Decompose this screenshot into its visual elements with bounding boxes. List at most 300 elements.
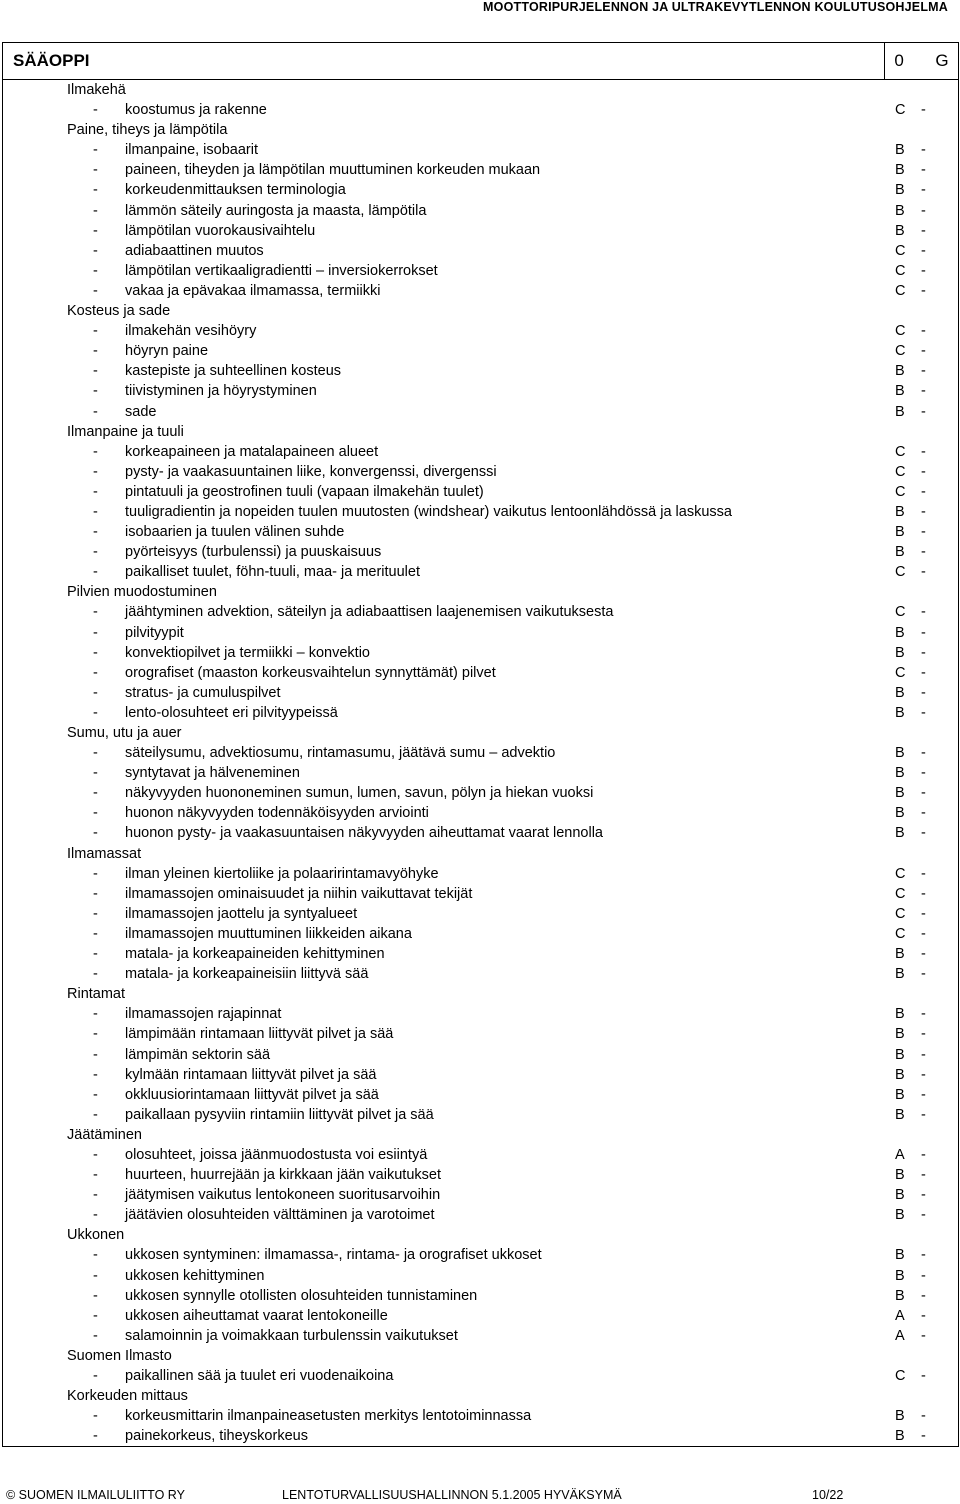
item-text: pilvityypit bbox=[125, 624, 184, 641]
level-0-value: B bbox=[895, 544, 905, 561]
syllabus-item bbox=[67, 241, 958, 261]
item-level bbox=[895, 823, 955, 843]
level-g-value: - bbox=[921, 905, 926, 922]
level-g-value: - bbox=[921, 1086, 926, 1103]
bullet-dash: - bbox=[93, 825, 98, 842]
bullet-dash: - bbox=[93, 684, 98, 701]
level-0-value: B bbox=[895, 222, 905, 239]
level-0-value: B bbox=[895, 1167, 905, 1184]
syllabus-item bbox=[67, 743, 958, 763]
item-level bbox=[895, 1306, 955, 1326]
syllabus-item bbox=[67, 924, 958, 944]
item-text: syntytavat ja hälveneminen bbox=[125, 765, 300, 782]
level-g-value: - bbox=[921, 202, 926, 219]
item-text: ukkosen kehittyminen bbox=[125, 1267, 265, 1284]
item-text: adiabaattinen muutos bbox=[125, 242, 264, 259]
level-g-value: - bbox=[921, 825, 926, 842]
bullet-dash: - bbox=[93, 262, 98, 279]
level-g-value: - bbox=[921, 383, 926, 400]
level-0-value: B bbox=[895, 805, 905, 822]
syllabus-item bbox=[67, 1004, 958, 1024]
section-title: Ilmanpaine ja tuuli bbox=[67, 423, 184, 440]
item-text: lento-olosuhteet eri pilvityypeissä bbox=[125, 704, 338, 721]
syllabus-item bbox=[67, 864, 958, 884]
level-0-value: B bbox=[895, 704, 905, 721]
section-title: Paine, tiheys ja lämpötila bbox=[67, 122, 228, 139]
item-text: jäähtyminen advektion, säteilyn ja adiabaattisen laajenemisen vaikutuksesta bbox=[125, 604, 614, 621]
item-text: ukkosen syntyminen: ilmamassa-, rintama- ja orografiset ukkoset bbox=[125, 1247, 542, 1264]
bullet-dash: - bbox=[93, 544, 98, 561]
level-g-value: - bbox=[921, 323, 926, 340]
level-0-value: A bbox=[895, 1307, 905, 1324]
level-0-value: C bbox=[895, 463, 906, 480]
level-0-value: C bbox=[895, 664, 906, 681]
level-0-value: C bbox=[895, 443, 906, 460]
section-title: Rintamat bbox=[67, 986, 126, 1003]
item-level bbox=[895, 1205, 955, 1225]
level-0-value: C bbox=[895, 262, 906, 279]
syllabus-item bbox=[67, 1085, 958, 1105]
syllabus-item bbox=[67, 442, 958, 462]
syllabus-item bbox=[67, 1426, 958, 1446]
section-title: Sumu, utu ja auer bbox=[67, 725, 182, 741]
item-text: tiivistyminen ja höyrystyminen bbox=[125, 383, 317, 400]
item-level bbox=[895, 562, 955, 582]
syllabus-item bbox=[67, 1306, 958, 1326]
level-g-value: - bbox=[921, 162, 926, 179]
level-g-value: - bbox=[921, 885, 926, 902]
item-level bbox=[895, 1085, 955, 1105]
program-header: MOOTTORIPURJELENNON JA ULTRAKEVYTLENNON KOULUTUSOHJELMA bbox=[483, 0, 948, 14]
level-0-value: B bbox=[895, 162, 905, 179]
item-level bbox=[895, 1185, 955, 1205]
syllabus-item bbox=[67, 602, 958, 622]
level-0-value: C bbox=[895, 102, 906, 119]
item-level bbox=[895, 140, 955, 160]
syllabus-item bbox=[67, 221, 958, 241]
item-text: paineen, tiheyden ja lämpötilan muuttuminen korkeuden mukaan bbox=[125, 162, 541, 179]
syllabus-rows bbox=[67, 80, 958, 1446]
syllabus-item bbox=[67, 1145, 958, 1165]
item-text: vakaa ja epävakaa ilmamassa, termiikki bbox=[125, 282, 381, 299]
item-text: paikallaan pysyviin rintamiin liittyvät pilvet ja sää bbox=[125, 1106, 434, 1123]
level-g-value: - bbox=[921, 483, 926, 500]
level-g-value: - bbox=[921, 1408, 926, 1425]
level-0-value: B bbox=[895, 182, 905, 199]
level-g-value: - bbox=[921, 142, 926, 159]
item-text: okkluusiorintamaan liittyvät pilvet ja sää bbox=[125, 1086, 379, 1103]
level-0-value: B bbox=[895, 1026, 905, 1043]
bullet-dash: - bbox=[93, 885, 98, 902]
item-level bbox=[895, 261, 955, 281]
level-0-value: B bbox=[895, 1066, 905, 1083]
level-g-value: - bbox=[921, 1046, 926, 1063]
footer-copyright: © SUOMEN ILMAILULIITTO RY bbox=[6, 1488, 185, 1502]
level-0-value: C bbox=[895, 925, 906, 942]
level-0-value: C bbox=[895, 323, 906, 340]
item-level bbox=[895, 281, 955, 301]
level-g-value: - bbox=[921, 242, 926, 259]
syllabus-item bbox=[67, 542, 958, 562]
level-0-value: C bbox=[895, 282, 906, 299]
section-heading bbox=[67, 582, 958, 602]
syllabus-item bbox=[67, 1245, 958, 1265]
bullet-dash: - bbox=[93, 805, 98, 822]
item-text: höyryn paine bbox=[125, 343, 209, 360]
bullet-dash: - bbox=[93, 1046, 98, 1063]
syllabus-item bbox=[67, 683, 958, 703]
item-text: lämpimän sektorin sää bbox=[125, 1046, 271, 1063]
bullet-dash: - bbox=[93, 1408, 98, 1425]
section-title: Kosteus ja sade bbox=[67, 303, 171, 320]
level-g-value: - bbox=[921, 524, 926, 541]
level-0-value: B bbox=[895, 946, 905, 963]
bullet-dash: - bbox=[93, 282, 98, 299]
section-title: Ukkonen bbox=[67, 1227, 125, 1244]
bullet-dash: - bbox=[93, 624, 98, 641]
item-text: ilmanpaine, isobaarit bbox=[125, 142, 258, 159]
level-0-value: A bbox=[895, 1327, 905, 1344]
bullet-dash: - bbox=[93, 363, 98, 380]
bullet-dash: - bbox=[93, 383, 98, 400]
level-0-value: C bbox=[895, 885, 906, 902]
item-text: ukkosen aiheuttamat vaarat lentokoneille bbox=[125, 1307, 388, 1324]
level-0-value: C bbox=[895, 564, 906, 581]
bullet-dash: - bbox=[93, 162, 98, 179]
item-level bbox=[895, 321, 955, 341]
level-g-value: - bbox=[921, 865, 926, 882]
level-0-value: B bbox=[895, 1207, 905, 1224]
item-level bbox=[895, 683, 955, 703]
syllabus-item bbox=[67, 1024, 958, 1044]
bullet-dash: - bbox=[93, 503, 98, 520]
level-0-value: B bbox=[895, 142, 905, 159]
syllabus-item bbox=[67, 462, 958, 482]
item-level bbox=[895, 1165, 955, 1185]
syllabus-item bbox=[67, 402, 958, 422]
bullet-dash: - bbox=[93, 1106, 98, 1123]
item-level bbox=[895, 201, 955, 221]
page-footer bbox=[2, 1486, 958, 1504]
syllabus-item bbox=[67, 321, 958, 341]
bullet-dash: - bbox=[93, 664, 98, 681]
level-g-value: - bbox=[921, 282, 926, 299]
item-text: matala- ja korkeapaineiden kehittyminen bbox=[125, 946, 385, 963]
syllabus-item bbox=[67, 502, 958, 522]
syllabus-item bbox=[67, 1065, 958, 1085]
level-g-value: - bbox=[921, 564, 926, 581]
item-text: lämpötilan vertikaaligradientti – inversiokerrokset bbox=[125, 262, 438, 279]
syllabus-item bbox=[67, 562, 958, 582]
item-text: salamoinnin ja voimakkaan turbulenssin vaikutukset bbox=[125, 1327, 458, 1344]
level-g-value: - bbox=[921, 1106, 926, 1123]
level-0-value: B bbox=[895, 684, 905, 701]
item-text: matala- ja korkeapaineisiin liittyvä sää bbox=[125, 966, 369, 983]
level-g-value: - bbox=[921, 102, 926, 119]
syllabus-item bbox=[67, 180, 958, 200]
level-g-value: - bbox=[921, 664, 926, 681]
level-g-value: - bbox=[921, 1146, 926, 1163]
item-text: pyörteisyys (turbulenssi) ja puuskaisuus bbox=[125, 544, 382, 561]
syllabus-item bbox=[67, 803, 958, 823]
level-0-value: B bbox=[895, 1086, 905, 1103]
item-text: orografiset (maaston korkeusvaihtelun synnyttämät) pilvet bbox=[125, 664, 496, 681]
level-0-value: B bbox=[895, 745, 905, 762]
syllabus-item bbox=[67, 944, 958, 964]
item-text: korkeapaineen ja matalapaineen alueet bbox=[125, 443, 379, 460]
level-0-value: B bbox=[895, 383, 905, 400]
item-text: tuuligradientin ja nopeiden tuulen muutosten (windshear) vaikutus lentoonlähdössä ja laskussa bbox=[125, 503, 732, 520]
item-level bbox=[895, 1004, 955, 1024]
bullet-dash: - bbox=[93, 1006, 98, 1023]
section-heading bbox=[67, 422, 958, 442]
bullet-dash: - bbox=[93, 704, 98, 721]
syllabus-item bbox=[67, 201, 958, 221]
syllabus-item bbox=[67, 1045, 958, 1065]
item-text: ilman yleinen kiertoliike ja polaaririntamavyöhyke bbox=[125, 865, 439, 882]
level-g-value: - bbox=[921, 785, 926, 802]
item-text: lämpötilan vuorokausivaihtelu bbox=[125, 222, 316, 239]
section-title: Korkeuden mittaus bbox=[67, 1388, 188, 1405]
section-heading bbox=[67, 984, 958, 1004]
item-level bbox=[895, 462, 955, 482]
level-g-value: - bbox=[921, 925, 926, 942]
section-title: Ilmakehä bbox=[67, 82, 126, 98]
section-heading bbox=[67, 1346, 958, 1366]
item-level bbox=[895, 1366, 955, 1386]
item-text: ilmamassojen rajapinnat bbox=[125, 1006, 282, 1023]
bullet-dash: - bbox=[93, 182, 98, 199]
level-0-value: C bbox=[895, 483, 906, 500]
item-text: säteilysumu, advektiosumu, rintamasumu, jäätävä sumu – advektio bbox=[125, 745, 556, 762]
level-g-value: - bbox=[921, 704, 926, 721]
bullet-dash: - bbox=[93, 644, 98, 661]
bullet-dash: - bbox=[93, 1026, 98, 1043]
syllabus-item bbox=[67, 663, 958, 683]
level-g-value: - bbox=[921, 684, 926, 701]
item-text: huonon pysty- ja vaakasuuntaisen näkyvyyden aiheuttamat vaarat lennolla bbox=[125, 825, 603, 842]
item-level bbox=[895, 763, 955, 783]
item-level bbox=[895, 864, 955, 884]
level-g-value: - bbox=[921, 644, 926, 661]
level-0-value: B bbox=[895, 202, 905, 219]
level-g-value: - bbox=[921, 503, 926, 520]
level-g-value: - bbox=[921, 403, 926, 420]
syllabus-item bbox=[67, 482, 958, 502]
level-g-value: - bbox=[921, 363, 926, 380]
bullet-dash: - bbox=[93, 1428, 98, 1445]
level-g-value: - bbox=[921, 604, 926, 621]
bullet-dash: - bbox=[93, 604, 98, 621]
bullet-dash: - bbox=[93, 785, 98, 802]
level-0-value: B bbox=[895, 503, 905, 520]
item-level bbox=[895, 1326, 955, 1346]
bullet-dash: - bbox=[93, 1327, 98, 1344]
bullet-dash: - bbox=[93, 1207, 98, 1224]
level-0-value: B bbox=[895, 624, 905, 641]
syllabus-item bbox=[67, 522, 958, 542]
item-level bbox=[895, 623, 955, 643]
item-text: ukkosen synnylle otollisten olosuhteiden tunnistaminen bbox=[125, 1287, 478, 1304]
section-heading bbox=[67, 723, 958, 743]
item-level bbox=[895, 904, 955, 924]
item-level bbox=[895, 1426, 955, 1446]
bullet-dash: - bbox=[93, 765, 98, 782]
level-0-value: B bbox=[895, 1408, 905, 1425]
item-level bbox=[895, 964, 955, 984]
level-g-value: - bbox=[921, 1066, 926, 1083]
item-text: kastepiste ja suhteellinen kosteus bbox=[125, 363, 342, 380]
syllabus-item bbox=[67, 1185, 958, 1205]
syllabus-item bbox=[67, 361, 958, 381]
item-level bbox=[895, 1065, 955, 1085]
level-g-value: - bbox=[921, 1187, 926, 1204]
section-heading bbox=[67, 1225, 958, 1245]
item-text: ilmamassojen muuttuminen liikkeiden aikana bbox=[125, 925, 412, 942]
syllabus-item bbox=[67, 381, 958, 401]
item-text: pysty- ja vaakasuuntainen liike, konvergenssi, divergenssi bbox=[125, 463, 497, 480]
bullet-dash: - bbox=[93, 745, 98, 762]
section-title: Suomen Ilmasto bbox=[67, 1347, 172, 1364]
item-level bbox=[895, 643, 955, 663]
bullet-dash: - bbox=[93, 1267, 98, 1284]
item-text: ilmakehän vesihöyry bbox=[125, 323, 257, 340]
level-0-value: B bbox=[895, 1428, 905, 1445]
item-level bbox=[895, 1145, 955, 1165]
level-g-value: - bbox=[921, 1368, 926, 1384]
table-title: SÄÄOPPI bbox=[3, 43, 885, 80]
item-level bbox=[895, 402, 955, 422]
bullet-dash: - bbox=[93, 925, 98, 942]
level-g-value: - bbox=[921, 463, 926, 480]
syllabus-item bbox=[67, 341, 958, 361]
section-heading bbox=[67, 80, 958, 100]
level-0-value: B bbox=[895, 644, 905, 661]
level-0-value: B bbox=[895, 1046, 905, 1063]
level-g-value: - bbox=[921, 966, 926, 983]
syllabus-item bbox=[67, 783, 958, 803]
syllabus-item bbox=[67, 884, 958, 904]
level-g-value: - bbox=[921, 1287, 926, 1304]
bullet-dash: - bbox=[93, 564, 98, 581]
item-level bbox=[895, 663, 955, 683]
syllabus-item bbox=[67, 643, 958, 663]
section-heading bbox=[67, 120, 958, 140]
item-text: painekorkeus, tiheyskorkeus bbox=[125, 1428, 308, 1445]
bullet-dash: - bbox=[93, 323, 98, 340]
bullet-dash: - bbox=[93, 483, 98, 500]
item-text: lämpimään rintamaan liittyvät pilvet ja sää bbox=[125, 1026, 394, 1043]
item-text: ilmamassojen ominaisuudet ja niihin vaikuttavat tekijät bbox=[125, 885, 473, 902]
item-text: koostumus ja rakenne bbox=[125, 102, 267, 119]
item-level bbox=[895, 803, 955, 823]
syllabus-item bbox=[67, 964, 958, 984]
footer-page-number: 10/22 bbox=[812, 1488, 844, 1502]
item-text: paikalliset tuulet, föhn-tuuli, maa- ja merituulet bbox=[125, 564, 420, 581]
item-level bbox=[895, 1245, 955, 1265]
level-0-value: B bbox=[895, 1187, 905, 1204]
level-g-value: - bbox=[921, 765, 926, 782]
level-0-value: B bbox=[895, 1247, 905, 1264]
level-g-value: - bbox=[921, 222, 926, 239]
bullet-dash: - bbox=[93, 142, 98, 159]
level-0-value: C bbox=[895, 242, 906, 259]
level-g-value: - bbox=[921, 805, 926, 822]
syllabus-item bbox=[67, 904, 958, 924]
item-text: isobaarien ja tuulen välinen suhde bbox=[125, 524, 345, 541]
syllabus-item bbox=[67, 160, 958, 180]
item-level bbox=[895, 944, 955, 964]
bullet-dash: - bbox=[93, 1187, 98, 1204]
item-level bbox=[895, 221, 955, 241]
item-level bbox=[895, 542, 955, 562]
item-text: sade bbox=[125, 403, 157, 420]
item-level bbox=[895, 1105, 955, 1125]
bullet-dash: - bbox=[93, 1167, 98, 1184]
item-text: jäätävien olosuhteiden välttäminen ja varotoimet bbox=[125, 1207, 435, 1224]
syllabus-item bbox=[67, 1205, 958, 1225]
item-level bbox=[895, 602, 955, 622]
syllabus-item bbox=[67, 823, 958, 843]
level-g-value: - bbox=[921, 1006, 926, 1023]
syllabus-item bbox=[67, 763, 958, 783]
level-0-value: C bbox=[895, 343, 906, 360]
level-g-value: - bbox=[921, 1428, 926, 1445]
bullet-dash: - bbox=[93, 905, 98, 922]
item-level bbox=[895, 522, 955, 542]
bullet-dash: - bbox=[93, 403, 98, 420]
syllabus-item bbox=[67, 703, 958, 723]
level-0-value: B bbox=[895, 1287, 905, 1304]
level-g-value: - bbox=[921, 1307, 926, 1324]
bullet-dash: - bbox=[93, 1247, 98, 1264]
level-0-value: B bbox=[895, 403, 905, 420]
level-g-value: - bbox=[921, 262, 926, 279]
item-text: kylmään rintamaan liittyvät pilvet ja sää bbox=[125, 1066, 377, 1083]
item-level bbox=[895, 100, 955, 120]
level-0-value: A bbox=[895, 1146, 905, 1163]
level-0-value: B bbox=[895, 825, 905, 842]
section-title: Pilvien muodostuminen bbox=[67, 584, 217, 601]
bullet-dash: - bbox=[93, 1307, 98, 1324]
table-body bbox=[3, 80, 959, 1447]
bullet-dash: - bbox=[93, 1086, 98, 1103]
bullet-dash: - bbox=[93, 865, 98, 882]
item-level bbox=[895, 482, 955, 502]
item-level bbox=[895, 180, 955, 200]
syllabus-item bbox=[67, 1406, 958, 1426]
level-col-0: 0 bbox=[894, 51, 904, 70]
level-0-value: C bbox=[895, 905, 906, 922]
item-text: jäätymisen vaikutus lentokoneen suoritusarvoihin bbox=[125, 1187, 441, 1204]
item-level bbox=[895, 783, 955, 803]
item-level bbox=[895, 924, 955, 944]
item-text: olosuhteet, joissa jäänmuodostusta voi esiintyä bbox=[125, 1146, 428, 1163]
item-text: paikallinen sää ja tuulet eri vuodenaikoina bbox=[125, 1368, 394, 1384]
level-0-value: B bbox=[895, 765, 905, 782]
level-0-value: B bbox=[895, 966, 905, 983]
syllabus-item bbox=[67, 1165, 958, 1185]
bullet-dash: - bbox=[93, 966, 98, 983]
item-level bbox=[895, 381, 955, 401]
syllabus-item bbox=[67, 623, 958, 643]
level-0-value: C bbox=[895, 1368, 906, 1384]
section-heading bbox=[67, 1386, 958, 1406]
level-g-value: - bbox=[921, 343, 926, 360]
syllabus-item bbox=[67, 1286, 958, 1306]
item-level bbox=[895, 1045, 955, 1065]
item-text: lämmön säteily auringosta ja maasta, lämpötila bbox=[125, 202, 427, 219]
